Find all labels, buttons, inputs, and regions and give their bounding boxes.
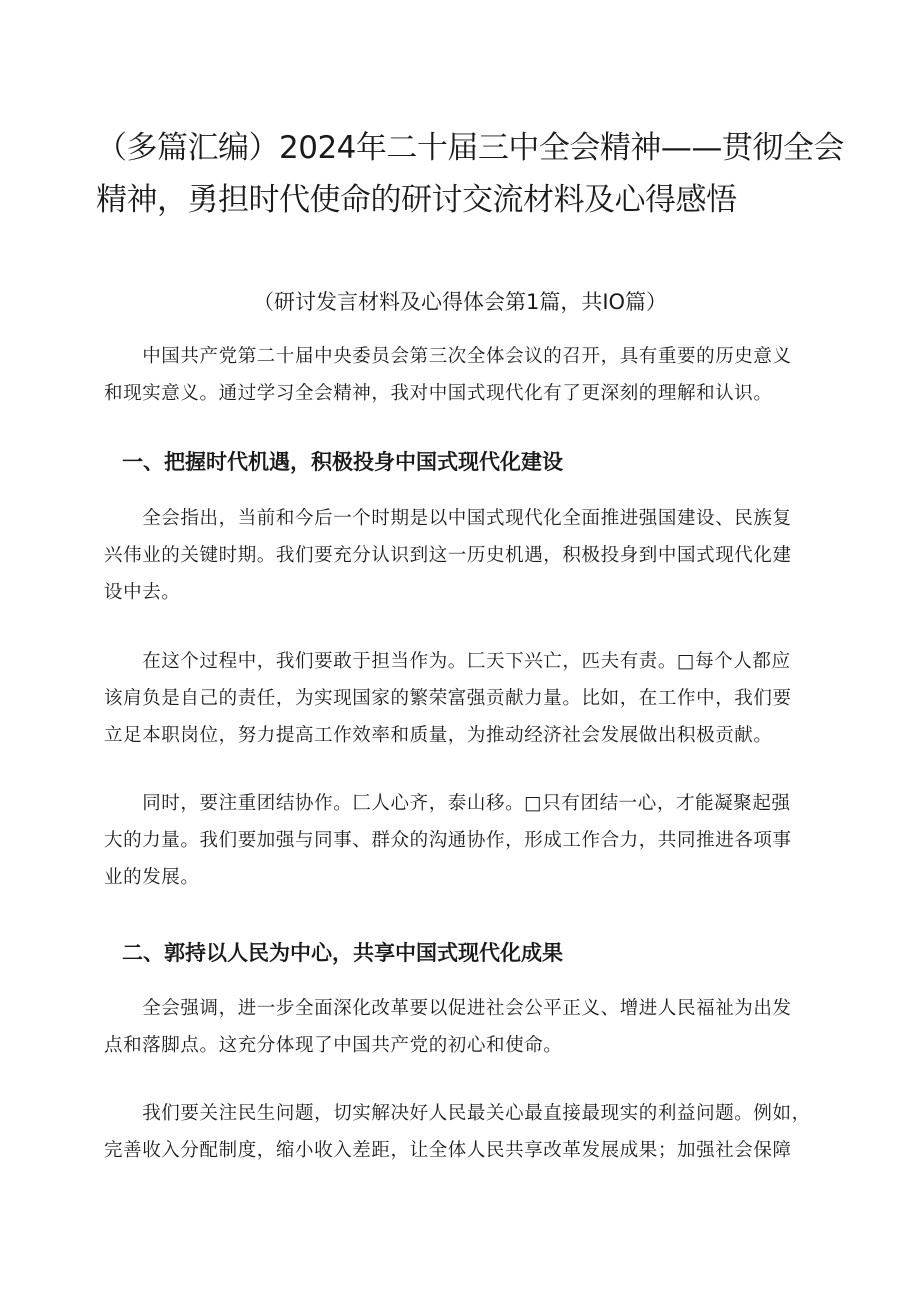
section-2-heading: 二、郭持以人民为中心，共享中国式现代化成果 (122, 941, 563, 965)
section-1-p1-line-3: 设中去。 (104, 582, 181, 603)
title-line-1: （多篇汇编）2024年二十届三中全会精神——贯彻全会 (96, 130, 844, 166)
section-1-p2-line-2: 该肩负是自己的责任，为实现国家的繁荣富强贡献力量。比如，在工作中，我们要 (104, 688, 792, 709)
section-2-paragraph-1 (104, 990, 856, 1064)
section-1-p2-line-3: 立足本职岗位，努力提高工作效率和质量，为推动经济社会发展做出积极贡献。 (104, 725, 773, 746)
section-1-paragraph-3 (104, 785, 856, 896)
section-1-p1-line-1: 全会指出，当前和今后一个时期是以中国式现代化全面推进强国建设、民族复 (104, 508, 792, 529)
section-1-paragraph-1 (104, 500, 856, 611)
title-line-2: 精神，勇担时代使命的研讨交流材料及心得感悟 (96, 182, 737, 218)
intro-line-2: 和现实意义。通过学习全会精神，我对中国式现代化有了更深刻的理解和认识。 (104, 383, 773, 404)
section-2-p2-line-2: 完善收入分配制度，缩小收入差距，让全体人民共享改革发展成果；加强社会保障 (104, 1140, 792, 1161)
document-subtitle: （研讨发言材料及心得体会第1篇，共IO篇） (252, 290, 668, 314)
section-1-p3-line-3: 业的发展。 (104, 867, 200, 888)
intro-paragraph (104, 338, 856, 412)
section-2-p1-line-1: 全会强调，进一步全面深化改革要以促进社会公平正义、增进人民福祉为出发 (104, 998, 792, 1019)
section-2-p2-line-1: 我们要关注民生问题，切实解决好人民最关心最直接最现实的利益问题。例如， (104, 1103, 811, 1124)
section-1-paragraph-2 (104, 643, 856, 754)
section-2-paragraph-2 (104, 1095, 856, 1169)
section-1-heading: 一、把握时代机遇，积极投身中国式现代化建设 (122, 450, 563, 474)
intro-line-1: 中国共产党第二十届中央委员会第三次全体会议的召开，具有重要的历史意义 (104, 346, 792, 367)
section-2-p1-line-2: 点和落脚点。这充分体现了中国共产党的初心和使命。 (104, 1035, 563, 1056)
section-1-p2-line-1: 在这个过程中，我们要敢于担当作为。匚天下兴亡，匹夫有责。□每个人都应 (104, 651, 791, 672)
section-1-p1-line-2: 兴伟业的关键时期。我们要充分认识到这一历史机遇，积极投身到中国式现代化建 (104, 545, 792, 566)
section-1-p3-line-1: 同时，要注重团结协作。匚人心齐，泰山移。□只有团结一心，才能凝聚起强 (104, 793, 791, 814)
section-1-p3-line-2: 大的力量。我们要加强与同事、群众的沟通协作，形成工作合力，共同推进各项事 (104, 830, 792, 851)
document-title (96, 122, 866, 226)
